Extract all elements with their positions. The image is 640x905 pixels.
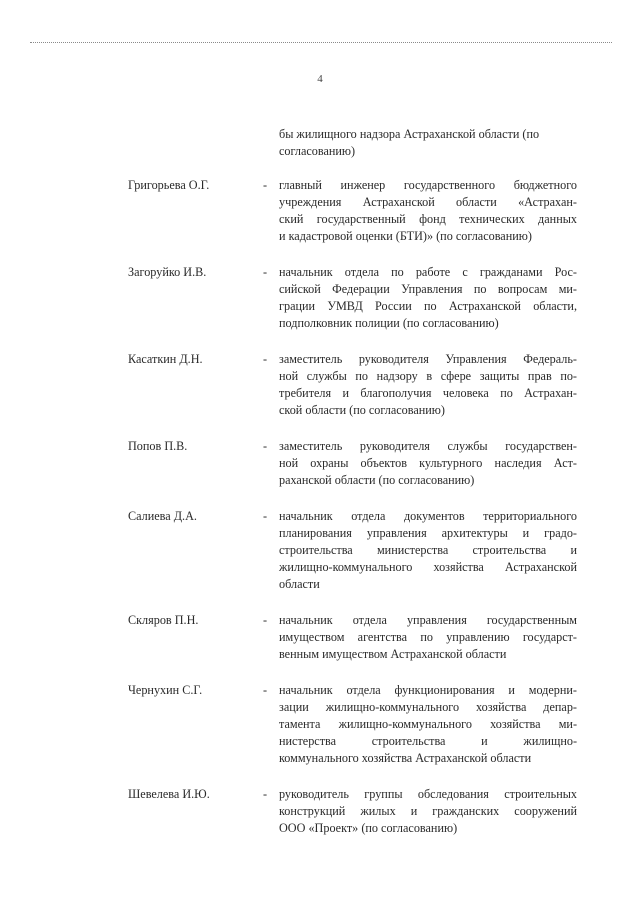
member-position [279, 438, 577, 489]
text-line: строительства министерства строительства и [279, 543, 577, 557]
text-line: коммунального хозяйства Астраханской области [279, 751, 532, 765]
continuation-text [279, 126, 577, 160]
text-line: венным имуществом Астраханской области [279, 647, 507, 661]
text-line: бы жилищного надзора Астраханской области (по [279, 127, 540, 141]
member-name: Салиева Д.А. [128, 509, 197, 523]
member-entry [0, 508, 640, 593]
text-line: раханской области (по согласованию) [279, 473, 475, 487]
text-line: имуществом агентства по управлению государст- [279, 630, 577, 644]
member-position [279, 786, 577, 837]
text-line: жилищно-коммунального хозяйства Астраханской [279, 560, 577, 574]
text-line: тамента жилищно-коммунального хозяйства ми- [279, 717, 577, 731]
dash: - [263, 787, 268, 801]
member-position [279, 508, 577, 593]
text-line: главный инженер государственного бюджетного [279, 178, 577, 192]
dash: - [263, 613, 268, 627]
member-name: Григорьева О.Г. [128, 178, 210, 192]
dash: - [263, 683, 268, 697]
member-position [279, 682, 577, 767]
member-entry [0, 682, 640, 767]
member-position [279, 177, 577, 245]
member-position [279, 264, 577, 332]
dash: - [263, 509, 268, 523]
member-entry [0, 786, 640, 837]
dash: - [263, 265, 268, 279]
text-line: и кадастровой оценки (БТИ)» (по согласованию) [279, 229, 532, 243]
member-name: Касаткин Д.Н. [128, 352, 203, 366]
member-name: Чернухин С.Г. [128, 683, 203, 697]
member-position [279, 351, 577, 419]
text-line: руководитель группы обследования строительных [279, 787, 577, 801]
text-line: планирования управления архитектуры и градо- [279, 526, 577, 540]
text-line: ООО «Проект» (по согласованию) [279, 821, 458, 835]
page-number: 4 [317, 73, 323, 85]
member-name: Скляров П.Н. [128, 613, 199, 627]
member-name: Загоруйко И.В. [128, 265, 207, 279]
text-line: начальник отдела управления государственным [279, 613, 577, 627]
member-entry [0, 351, 640, 419]
text-line: ский государственный фонд технических данных [279, 212, 577, 226]
text-line: начальник отдела по работе с гражданами Рос- [279, 265, 577, 279]
text-line: ной службы по надзору в сфере защиты прав по- [279, 369, 577, 383]
member-entry [0, 612, 640, 663]
member-name: Шевелева И.Ю. [128, 787, 210, 801]
member-name: Попов П.В. [128, 439, 188, 453]
member-entry [0, 264, 640, 332]
text-line: ской области (по согласованию) [279, 403, 445, 417]
text-line: начальник отдела функционирования и модерни- [279, 683, 577, 697]
text-line: заместитель руководителя Управления Федераль- [279, 352, 577, 366]
text-line: подполковник полиции (по согласованию) [279, 316, 499, 330]
member-entry [0, 438, 640, 489]
text-line: грации УМВД России по Астраханской области, [279, 299, 577, 313]
text-line: конструкций жилых и гражданских сооружений [279, 804, 577, 818]
text-line: согласованию) [279, 144, 356, 158]
header-rule [30, 42, 612, 43]
commission-members-list [0, 126, 640, 856]
dash: - [263, 178, 268, 192]
text-line: требителя и благополучия человека по Астрахан- [279, 386, 577, 400]
text-line: учреждения Астраханской области «Астрахан- [279, 195, 577, 209]
member-position [279, 612, 577, 663]
text-line: заместитель руководителя службы государствен- [279, 439, 577, 453]
continuation-entry [0, 126, 640, 160]
member-entry [0, 177, 640, 245]
text-line: начальник отдела документов территориального [279, 509, 577, 523]
dash: - [263, 352, 268, 366]
text-line: ной охраны объектов культурного наследия Аст- [279, 456, 577, 470]
text-line: области [279, 577, 320, 591]
dash: - [263, 439, 268, 453]
text-line: зации жилищно-коммунального хозяйства депар- [279, 700, 577, 714]
text-line: сийской Федерации Управления по вопросам ми- [279, 282, 577, 296]
text-line: нистерства строительства и жилищно- [279, 734, 577, 748]
